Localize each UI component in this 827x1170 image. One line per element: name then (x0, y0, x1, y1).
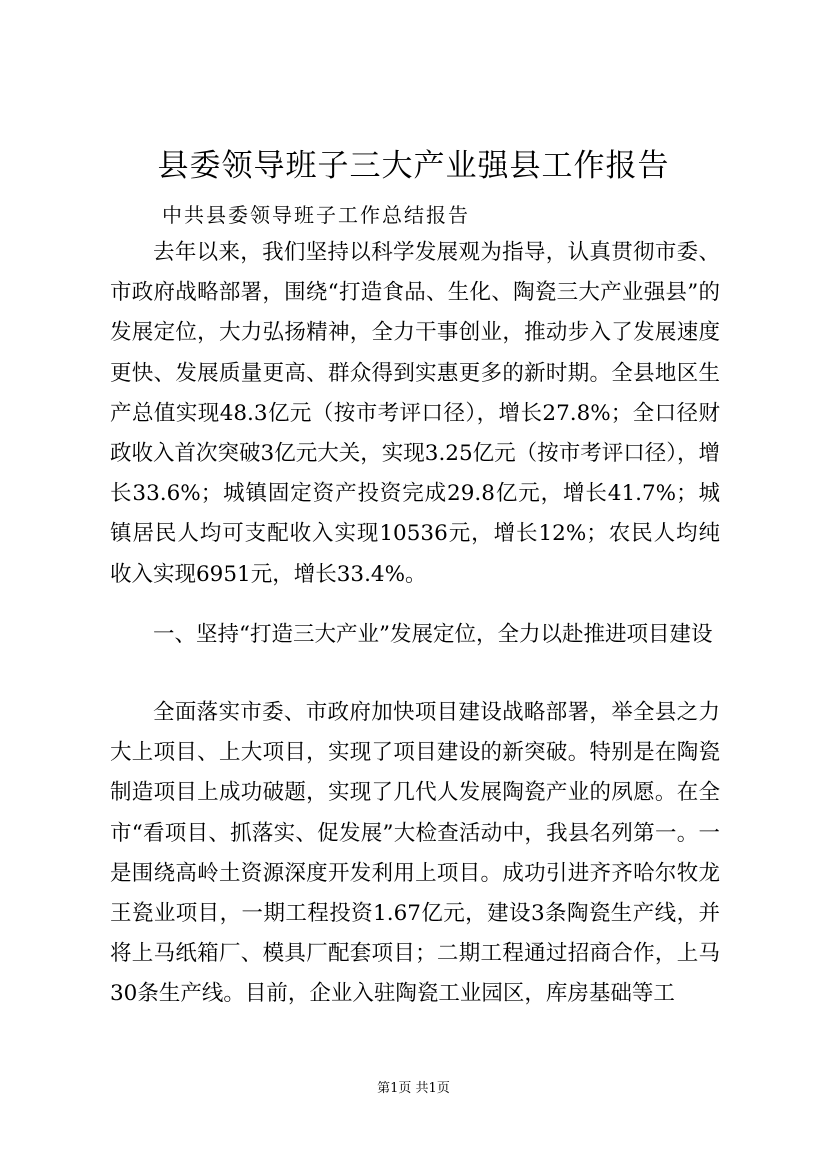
paragraph-intro: 去年以来，我们坚持以科学发展观为指导，认真贯彻市委、市政府战略部署，围绕“打造食品、生化、陶瓷三大产业强县”的发展定位，大力弘扬精神，全力干事创业，推动步入了发展速度更快、发展质量更高、群众得到实惠更多的新时期。全县地区生产总值实现48.3亿元（按市考评口径），增长27.8%；全口径财政收入首次突破3亿元大关，实现3.25亿元（按市考评口径），增长33.6%；城镇固定资产投资完成29.8亿元，增长41.7%；城镇居民人均可支配收入实现10536元，增长12%；农民人均纯收入实现6951元，增长33.4%。 (110, 240, 720, 587)
page-footer: 第1页 共1页 (377, 1081, 450, 1096)
section-heading-1: 一、坚持“打造三大产业”发展定位，全力以赴推进项目建设 (153, 622, 713, 647)
document-subtitle: 中共县委领导班子工作总结报告 (162, 203, 470, 227)
paragraph-projects: 全面落实市委、市政府加快项目建设战略部署，举全县之力大上项目、上大项目，实现了项目建设的新突破。特别是在陶瓷制造项目上成功破题，实现了几代人发展陶瓷产业的夙愿。在全市“看项目、抓落实、促发展”大检查活动中，我县名列第一。一是围绕高岭土资源深度开发利用上项目。成功引进齐齐哈尔牧龙王瓷业项目，一期工程投资1.67亿元，建设3条陶瓷生产线，并将上马纸箱厂、模具厂配套项目；二期工程通过招商合作，上马30条生产线。目前，企业入驻陶瓷工业园区，库房基础等工 (110, 700, 720, 1007)
document-title: 县委领导班子三大产业强县工作报告 (157, 148, 670, 184)
